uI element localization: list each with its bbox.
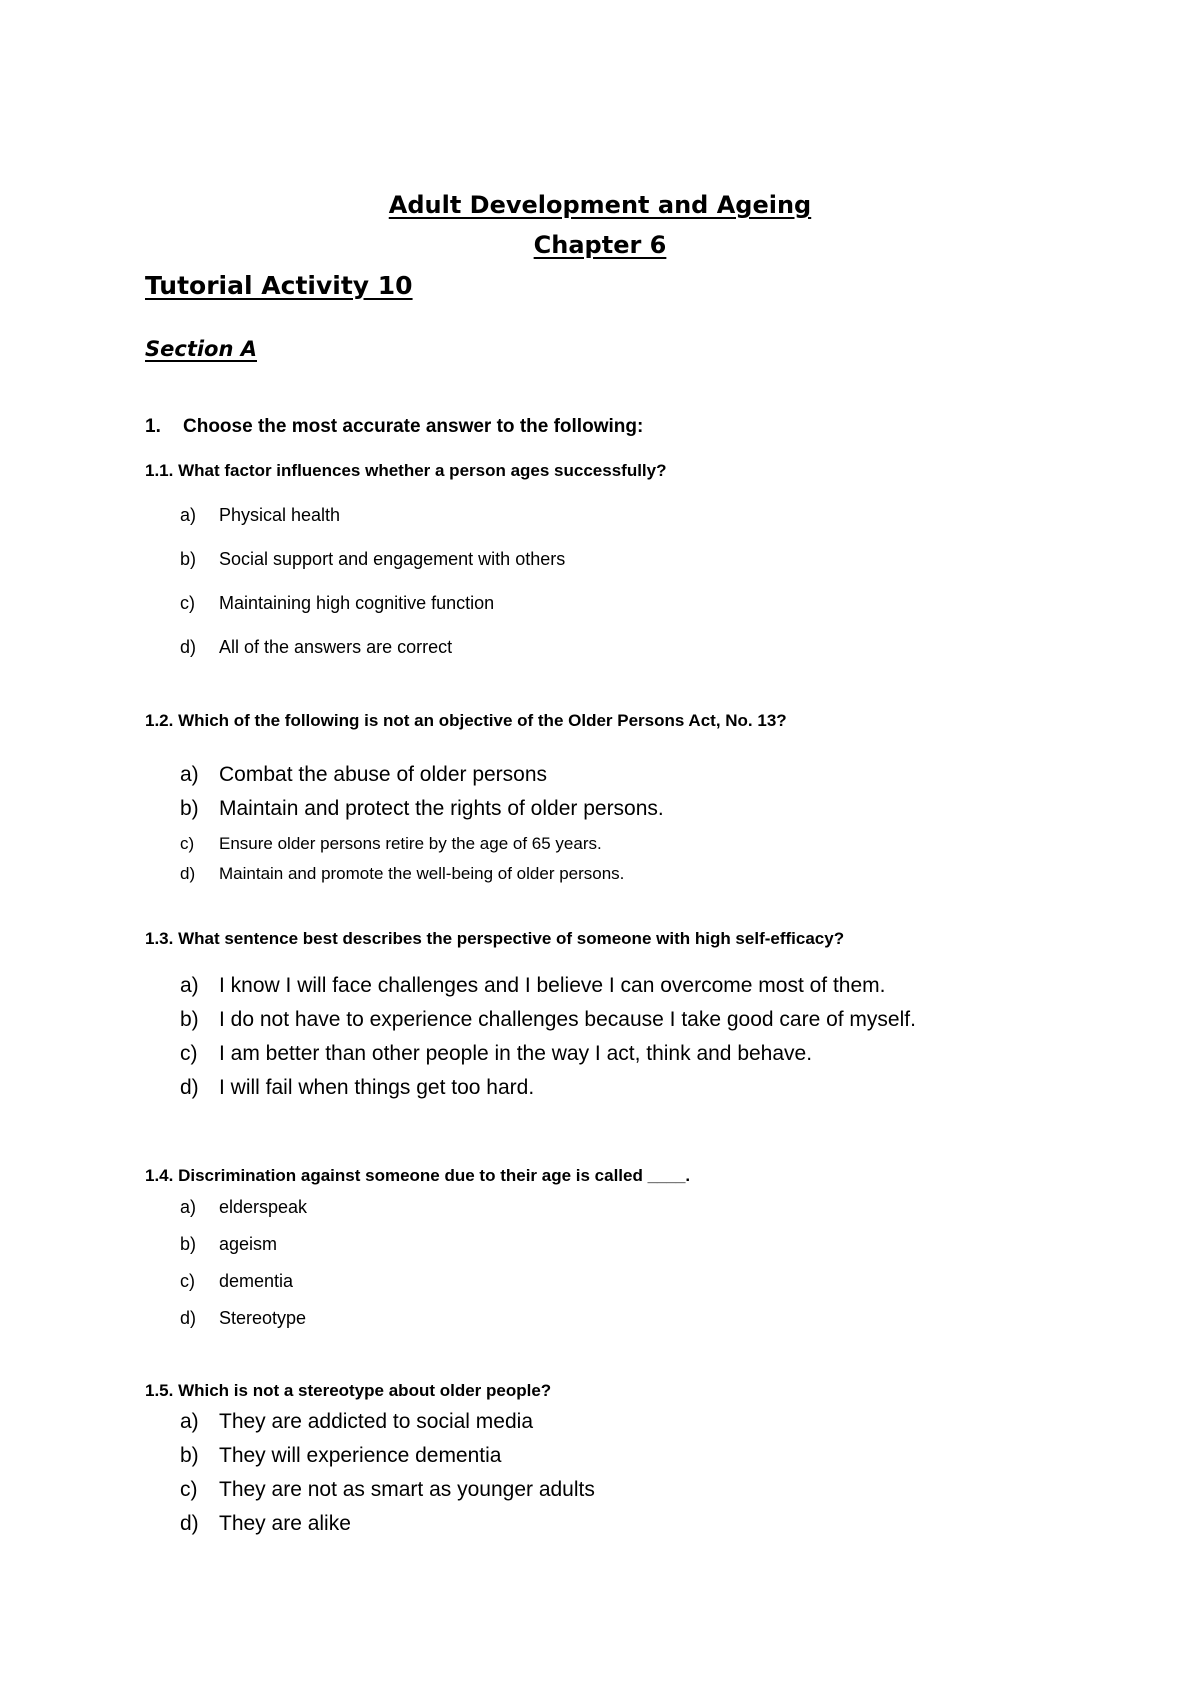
option-letter: d): [180, 1512, 199, 1535]
option-text: elderspeak: [219, 1197, 308, 1217]
option-1-5-c: [180, 1478, 595, 1502]
option-1-5-d: [180, 1512, 351, 1536]
option-1-1-a: [180, 505, 340, 526]
instruction-number: 1.: [145, 416, 161, 437]
option-letter: a): [180, 505, 197, 525]
option-1-4-c: [180, 1271, 293, 1292]
option-text: dementia: [219, 1271, 294, 1291]
option-text: They will experience dementia: [219, 1444, 502, 1467]
option-1-2-a: [180, 763, 547, 787]
option-1-2-b: [180, 797, 664, 821]
option-letter: c): [180, 593, 195, 613]
option-letter: d): [180, 1308, 197, 1328]
option-text: Ensure older persons retire by the age of 65 years.: [219, 834, 602, 853]
option-letter: d): [180, 637, 197, 657]
option-text: They are addicted to social media: [219, 1410, 534, 1433]
option-letter: a): [180, 763, 199, 786]
activity-heading: Tutorial Activity 10: [145, 271, 413, 300]
option-1-5-a: [180, 1410, 533, 1434]
chapter-heading: Chapter 6: [533, 231, 667, 259]
instruction-text: Choose the most accurate answer to the following:: [183, 416, 644, 437]
option-1-5-b: [180, 1444, 501, 1468]
option-1-4-b: [180, 1234, 277, 1255]
option-letter: a): [180, 1197, 197, 1217]
option-1-4-d: [180, 1308, 306, 1329]
option-text: Combat the abuse of older persons: [219, 763, 548, 786]
option-text: They are alike: [219, 1512, 351, 1535]
option-text: Stereotype: [219, 1308, 307, 1328]
option-text: I am better than other people in the way I act, think and behave.: [219, 1042, 813, 1065]
document-title: Adult Development and Ageing: [388, 191, 812, 219]
option-1-1-c: [180, 593, 494, 614]
option-letter: a): [180, 1410, 199, 1433]
option-text: They are not as smart as younger adults: [219, 1478, 595, 1501]
option-letter: d): [180, 1076, 199, 1099]
option-1-3-b: [180, 1008, 916, 1032]
option-1-3-a: [180, 974, 886, 998]
option-letter: c): [180, 1042, 198, 1065]
option-1-4-a: [180, 1197, 307, 1218]
option-letter: b): [180, 1444, 199, 1467]
option-1-3-c: [180, 1042, 812, 1066]
instruction: [145, 416, 643, 438]
question-1-3: 1.3. What sentence best describes the perspective of someone with high self-efficacy?: [145, 929, 845, 948]
option-letter: b): [180, 1008, 199, 1031]
option-text: Maintaining high cognitive function: [219, 593, 495, 613]
option-letter: b): [180, 1234, 197, 1254]
option-text: Social support and engagement with others: [219, 549, 566, 569]
option-letter: c): [180, 834, 195, 853]
option-text: I know I will face challenges and I believe I can overcome most of them.: [219, 974, 886, 997]
option-text: I do not have to experience challenges because I take good care of myself.: [219, 1008, 916, 1031]
option-text: ageism: [219, 1234, 278, 1254]
section-heading: Section A: [145, 337, 257, 361]
option-text: I will fail when things get too hard.: [219, 1076, 535, 1099]
question-1-2: 1.2. Which of the following is not an objective of the Older Persons Act, No. 13?: [145, 711, 787, 730]
option-text: Maintain and promote the well-being of older persons.: [219, 864, 625, 883]
question-1-1: 1.1. What factor influences whether a person ages successfully?: [145, 461, 667, 480]
question-1-5: 1.5. Which is not a stereotype about older people?: [145, 1381, 552, 1400]
option-letter: b): [180, 797, 199, 820]
option-text: Physical health: [219, 505, 341, 525]
option-1-2-c: [180, 834, 602, 854]
option-1-3-d: [180, 1076, 534, 1100]
option-letter: c): [180, 1271, 195, 1291]
option-1-1-b: [180, 549, 565, 570]
question-1-4: 1.4. Discrimination against someone due to their age is called ____.: [145, 1166, 691, 1185]
option-letter: a): [180, 974, 199, 997]
option-letter: d): [180, 864, 196, 883]
option-text: Maintain and protect the rights of older persons.: [219, 797, 664, 820]
option-letter: b): [180, 549, 197, 569]
option-1-2-d: [180, 864, 624, 884]
option-text: All of the answers are correct: [219, 637, 453, 657]
option-letter: c): [180, 1478, 198, 1501]
option-1-1-d: [180, 637, 452, 658]
